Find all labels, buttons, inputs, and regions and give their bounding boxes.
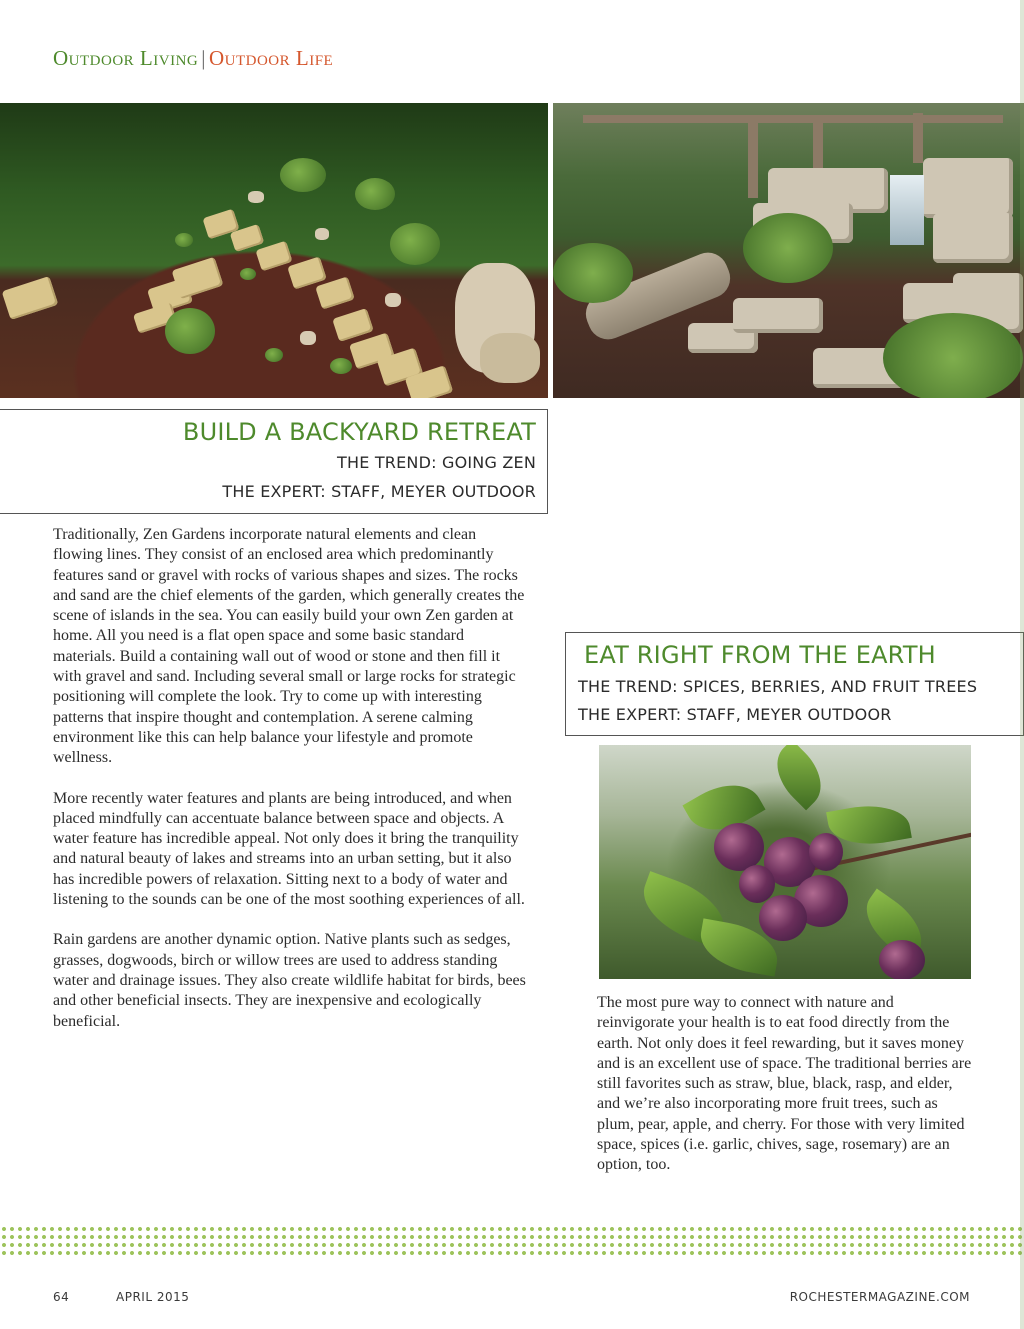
section-header xyxy=(53,46,333,71)
article-title: EAT RIGHT FROM THE EARTH xyxy=(584,641,936,669)
body-paragraph: Traditionally, Zen Gardens incorporate natural elements and clean flowing lines. They consist of an enclosed area which predominantly features sand or gravel with rocks of various shapes and sizes. The rocks and sand are the chief elements of the garden, which generally creates the scene of islands in the sea. You can easily build your own Zen garden at home. All you need is a flat open space and some basic standard materials. Build a containing wall out of wood or stone and then fill it with gravel and sand. Including several small or large rocks for strategic positioning will complete the look. Try to come up with interesting patterns that inspire thought and contemplation. A serene calming environment like this can help balance your lifestyle and promote wellness. xyxy=(53,526,525,767)
article-trend: THE TREND: SPICES, BERRIES, AND FRUIT TREES xyxy=(578,677,978,696)
article-body-retreat xyxy=(53,525,528,1052)
article-expert: THE EXPERT: STAFF, MEYER OUTDOOR xyxy=(578,705,892,724)
dotted-divider xyxy=(0,1225,1024,1255)
waterfall-garden-photo xyxy=(553,103,1024,398)
body-paragraph: Rain gardens are another dynamic option. Native plants such as sedges, grasses, dogwoods, birch or willow trees are used to address standing water and drainage issues. They also create wildlife habitat for birds, bees and other beneficial insects. They are inexpensive and ecologically beneficial. xyxy=(53,931,526,1030)
article-trend: THE TREND: GOING ZEN xyxy=(337,453,536,472)
article-title-box-earth xyxy=(565,632,1024,736)
section-separator: | xyxy=(201,46,206,70)
section-name-outdoor-living: Outdoor Living xyxy=(53,46,199,70)
article-expert: THE EXPERT: STAFF, MEYER OUTDOOR xyxy=(222,482,536,501)
plum-tree-photo xyxy=(599,745,971,979)
body-paragraph: The most pure way to connect with nature and reinvigorate your health is to eat food directly from the earth. Not only does it feel rewarding, but it saves money and is an excellent use of space. The traditional berries are still favorites such as straw, blue, black, rasp, and elder, and we’re also incorporating more fruit trees, such as plum, pear, apple, and cherry. For those with very limited space, spices (i.e. garlic, chives, sage, rosemary) are an option, too. xyxy=(597,994,972,1174)
article-body-earth xyxy=(597,993,972,1196)
issue-date: APRIL 2015 xyxy=(116,1290,190,1304)
magazine-website: ROCHESTERMAGAZINE.COM xyxy=(789,1290,970,1304)
article-title: BUILD A BACKYARD RETREAT xyxy=(182,418,536,446)
section-name-outdoor-life: Outdoor Life xyxy=(208,46,334,70)
article-title-box-retreat xyxy=(0,409,548,514)
page-number: 64 xyxy=(53,1290,70,1304)
body-paragraph: More recently water features and plants are being introduced, and when placed mindfully can accentuate balance between space and objects. A water feature has incredible appeal. Not only does it bring the tranquility and natural beauty of lakes and streams into an urban setting, but it also has incredible powers of relaxation. Sitting next to a body of water and listening to the sounds can be one of the most soothing experiences of all. xyxy=(53,789,525,909)
zen-garden-photo xyxy=(0,103,548,398)
page-edge xyxy=(1020,0,1024,1329)
